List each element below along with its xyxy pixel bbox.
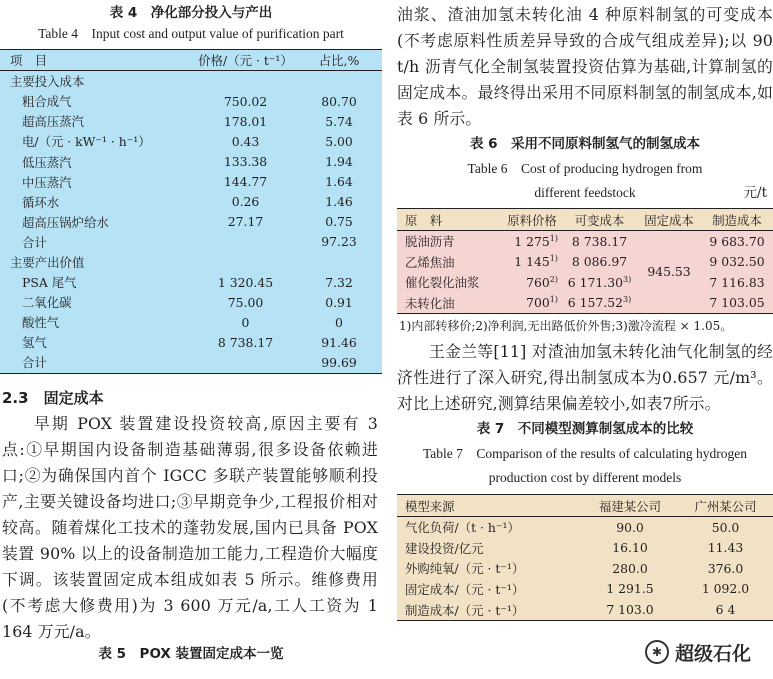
table-row xyxy=(397,599,773,620)
cell-total: 9 032.50 xyxy=(709,254,765,270)
table4-section-output: 主要产出价值 xyxy=(10,254,85,270)
table6-footnote: 1)内部转移价;2)净利润,无出路低价外售;3)激冷流程 × 1.05。 xyxy=(399,318,733,333)
cell-price: 8 738.17 xyxy=(217,334,274,350)
cell-variable-note: 3) xyxy=(622,274,632,284)
cell-share: 5.00 xyxy=(325,133,353,149)
section-2-3-paragraph: 早期 POX 装置建设投资较高,原因主要有 3 点:①早期国内设备制造基础薄弱,很多设备依赖进口;②为确保国内首个 IGCC 多联产装置能够顺利投产,主要关键设备均进口;③早期竞争少,工程报价相对较高。随着煤化工技术的蓬勃发展,国内已具备 POX 装置 90% 以上的设备制造加工能力,工程造价大幅度下调。该装置固定成本组成如表 5 所示。维修费用(不考虑大修费用)为 3 600 万元/a,工人工资为 1 164 万元/a。 xyxy=(2,413,378,642)
cell-variable: 8 086.97 xyxy=(571,254,628,270)
watermark xyxy=(645,632,769,672)
cell-name: 外购纯氧/（元 · t⁻¹） xyxy=(405,561,525,577)
cell-share: 1.46 xyxy=(325,194,353,210)
table6-unit: 元/t xyxy=(743,185,767,202)
cell-name: 未转化油 xyxy=(405,295,455,311)
table-row xyxy=(0,91,382,111)
cell-name: 电/（元 · kW⁻¹ · h⁻¹） xyxy=(22,134,151,150)
cell-price: 700 xyxy=(526,295,550,311)
table4-section-input: 主要投入成本 xyxy=(10,74,85,90)
cell-share: 80.70 xyxy=(321,93,357,109)
table5-caption-cn: 表 5 POX 装置固定成本一览 xyxy=(98,646,284,663)
cell-name: 超高压锅炉给水 xyxy=(22,214,109,230)
table6-header-row xyxy=(397,209,773,231)
cell-b: 376.0 xyxy=(707,560,744,576)
table-row xyxy=(0,192,382,212)
table7-header-guangzhou: 广州某公司 xyxy=(694,498,757,514)
cell-name: 合计 xyxy=(22,355,47,371)
table-row xyxy=(397,558,773,579)
table4 xyxy=(0,49,382,374)
table4-caption-en: Table 4 Input cost and output value of purification part xyxy=(38,26,344,41)
table-row xyxy=(0,131,382,151)
cell-price-note: 2) xyxy=(549,274,558,284)
cell-share: 0 xyxy=(335,314,343,330)
cell-price: 178.01 xyxy=(223,113,268,129)
table-row xyxy=(0,332,382,352)
cell-total: 7 116.83 xyxy=(709,274,765,290)
cell-name: 气化负荷/（t · h⁻¹） xyxy=(405,520,520,536)
table-row xyxy=(397,231,773,252)
table6-caption-en-2-wrap xyxy=(397,182,773,204)
cell-name: 酸性气 xyxy=(22,315,60,331)
table-row xyxy=(397,251,773,272)
cell-b: 1 092.0 xyxy=(701,581,750,597)
table6-fixed-cost-merged: 945.53 xyxy=(647,263,691,279)
table4-section-row xyxy=(0,71,382,91)
table-row xyxy=(0,212,382,232)
table-row xyxy=(397,272,773,293)
cell-name: 二氧化碳 xyxy=(22,295,72,311)
cell-share: 1.94 xyxy=(325,154,353,170)
table6-header-name: 原 料 xyxy=(405,212,443,228)
table6-caption-cn: 表 6 采用不同原料制氢气的制氢成本 xyxy=(469,136,701,153)
cell-share: 1.64 xyxy=(325,174,353,190)
table6-header-variable: 可变成本 xyxy=(574,212,625,228)
cell-name: 粗合成气 xyxy=(22,94,72,110)
table4-section-row xyxy=(0,252,382,272)
cell-share: 7.32 xyxy=(325,274,353,290)
right-paragraph-2: 王金兰等[11] 对渣油加氢未转化油气化制氢的经济性进行了深入研究,得出制氢成本为0.657 元/m³。对比上述研究,测算结果偏差较小,如表7所示。 xyxy=(397,341,773,414)
table7-body xyxy=(397,517,773,620)
wechat-icon: ✱ xyxy=(645,640,669,664)
watermark-text: 超级石化 xyxy=(675,642,752,665)
cell-share: 97.23 xyxy=(321,234,357,250)
cell-price: 75.00 xyxy=(227,294,264,310)
table-row xyxy=(0,111,382,131)
table6 xyxy=(397,208,773,314)
cell-variable: 6 171.30 xyxy=(567,274,623,290)
cell-total: 7 103.05 xyxy=(709,295,765,311)
table-row xyxy=(0,352,382,372)
cell-price: 0.26 xyxy=(231,194,260,210)
table7-header-source: 模型来源 xyxy=(405,498,455,514)
cell-price: 0 xyxy=(241,314,250,330)
cell-name: 中压蒸汽 xyxy=(22,174,72,190)
cell-a: 280.0 xyxy=(612,560,648,576)
cell-share: 0.91 xyxy=(325,294,353,310)
cell-variable: 6 157.52 xyxy=(567,295,623,311)
cell-total: 9 683.70 xyxy=(709,233,765,249)
table6-header-fixed: 固定成本 xyxy=(644,212,694,228)
table6-header-price: 原料价格 xyxy=(507,212,557,228)
cell-share: 99.69 xyxy=(321,354,357,370)
table7-header-row xyxy=(397,495,773,517)
cell-price: 144.77 xyxy=(223,174,268,190)
cell-name: 建设投资/亿元 xyxy=(405,540,484,556)
cell-name: PSA 尾气 xyxy=(22,275,77,291)
table6-body xyxy=(397,231,773,313)
table6-header-total: 制造成本 xyxy=(712,212,762,228)
cell-a: 7 103.0 xyxy=(606,602,654,618)
cell-variable-note: 3) xyxy=(622,295,632,305)
table-row xyxy=(0,292,382,312)
table7-caption-en-1: Table 7 Comparison of the results of calculating hydrogen xyxy=(422,446,748,462)
table7-caption-cn: 表 7 不同模型测算制氢成本的比较 xyxy=(476,421,694,438)
cell-price: 1 145 xyxy=(514,254,550,270)
table-row xyxy=(397,537,773,558)
table4-body xyxy=(0,71,382,372)
table-row xyxy=(397,517,773,538)
cell-price-note: 1) xyxy=(549,254,558,264)
table7-header-fujian: 福建某公司 xyxy=(599,498,661,514)
table4-header-item: 项 目 xyxy=(10,53,48,69)
table4-header-share: 占比,% xyxy=(318,53,360,69)
table6-caption-en-1: Table 6 Cost of producing hydrogen from xyxy=(467,161,703,177)
cell-price: 760 xyxy=(526,274,550,290)
cell-price-note: 1) xyxy=(549,233,558,243)
cell-name: 固定成本/（元 · t⁻¹） xyxy=(405,581,525,597)
table7-caption-en-2: production cost by different models xyxy=(488,470,682,486)
right-column xyxy=(397,0,773,621)
cell-variable: 8 738.17 xyxy=(571,233,628,249)
left-column xyxy=(0,0,382,664)
cell-name: 脱油沥青 xyxy=(405,234,455,250)
cell-price: 133.38 xyxy=(223,154,268,170)
cell-price-note: 1) xyxy=(549,295,558,305)
cell-a: 16.10 xyxy=(612,540,648,556)
table-row xyxy=(397,579,773,600)
cell-share: 0.75 xyxy=(325,214,353,230)
cell-name: 制造成本/（元 · t⁻¹） xyxy=(405,602,525,618)
cell-price: 0.43 xyxy=(231,133,260,149)
table6-caption-en-2: different feedstock xyxy=(534,185,636,201)
table-row xyxy=(0,232,382,252)
table4-header-price: 价格/（元 · t⁻¹） xyxy=(198,53,293,69)
cell-price: 27.17 xyxy=(227,214,264,230)
cell-a: 1 291.5 xyxy=(606,581,654,597)
table4-caption-cn: 表 4 净化部分投入与产出 xyxy=(109,5,273,21)
cell-share: 91.46 xyxy=(321,334,357,350)
cell-name: 循环水 xyxy=(22,194,60,210)
cell-name: 合计 xyxy=(22,234,47,250)
table-row xyxy=(0,272,382,292)
table4-header-row xyxy=(0,50,382,71)
cell-name: 氢气 xyxy=(22,335,47,351)
cell-name: 乙烯焦油 xyxy=(405,254,455,270)
cell-name: 超高压蒸汽 xyxy=(22,114,84,130)
cell-price: 1 320.45 xyxy=(217,274,274,290)
table-row xyxy=(0,312,382,332)
cell-price: 1 275 xyxy=(514,233,550,249)
right-paragraph-1: 油浆、渣油加氢未转化油 4 种原料制氢的可变成本(不考虑原料性质差异导致的合成气组成差异);以 90 t/h 沥青气化全制氢装置投资估算为基础,计算制氢的固定成本。最终得出采用不同原料制氢的制氢成本,如表 6 所示。 xyxy=(397,5,773,129)
table-row xyxy=(397,292,773,313)
cell-share: 5.74 xyxy=(325,113,353,129)
cell-b: 11.43 xyxy=(707,540,744,556)
cell-b: 50.0 xyxy=(711,519,740,535)
table7 xyxy=(397,494,773,621)
cell-price: 750.02 xyxy=(223,93,268,109)
table-row xyxy=(0,151,382,171)
cell-b: 6 4 xyxy=(715,602,736,618)
cell-name: 催化裂化油浆 xyxy=(405,275,480,291)
cell-name: 低压蒸汽 xyxy=(22,154,72,170)
table-row xyxy=(0,172,382,192)
section-heading-2-3: 2.3 固定成本 xyxy=(2,388,104,407)
cell-a: 90.0 xyxy=(616,519,644,535)
